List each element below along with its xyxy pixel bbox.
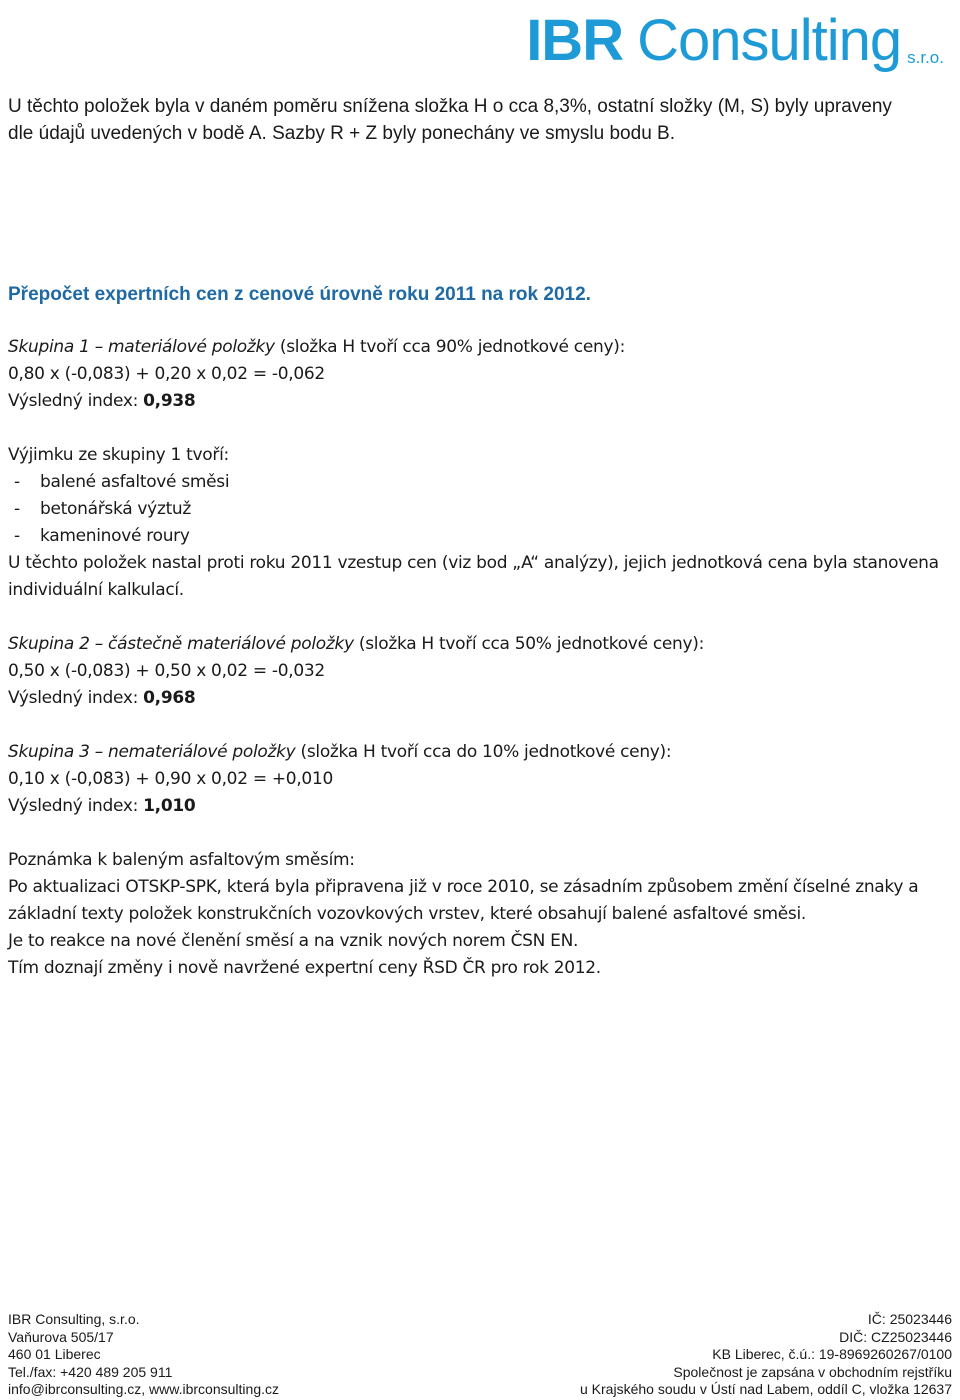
footer-phone: Tel./fax: +420 489 205 911 xyxy=(8,1363,173,1380)
group-1 xyxy=(8,334,948,415)
group-2-title: Skupina 2 – částečně materiálové položky xyxy=(8,634,354,654)
list-item-text: balené asfaltové směsi xyxy=(40,472,230,492)
group-3-index-line xyxy=(8,793,948,820)
intro-line-1: U těchto položek byla v daném poměru snížena složka H o cca 8,3%, ostatní složky (M, S) byly upraveny xyxy=(8,96,892,117)
group-2-index-label: Výsledný index: xyxy=(8,688,144,708)
footer-registration xyxy=(580,1311,952,1399)
list-dash: - xyxy=(14,472,20,492)
group-3-title-line xyxy=(8,739,948,766)
document-body xyxy=(8,334,948,982)
group-1-index-line xyxy=(8,388,948,415)
logo-bold-text: IBR xyxy=(526,8,624,73)
footer-street: Vaňurova 505/17 xyxy=(8,1328,114,1345)
group-1-formula: 0,80 x (-0,083) + 0,20 x 0,02 = -0,062 xyxy=(8,364,325,384)
group-2-desc: (složka H tvoří cca 50% jednotkové ceny): xyxy=(353,634,705,654)
company-logo xyxy=(526,2,944,73)
intro-line-2: dle údajů uvedených v bodě A. Sazby R + Z byly ponechány ve smyslu bodu B. xyxy=(8,123,675,144)
exception-list xyxy=(8,469,948,550)
note-text-1: Po aktualizaci OTSKP-SPK, která byla připravena již v roce 2010, se zásadním způsobem změní číselné znaky a základní texty položek konstrukčních vozovkových vrstev, které obsahují balené asfaltové směsi. xyxy=(8,877,919,924)
logo-suffix: s.r.o. xyxy=(907,48,944,67)
note-text-2: Je to reakce na nové členění směsí a na vznik nových norem ČSN EN. xyxy=(8,931,579,951)
footer-email-web: info@ibrconsulting.cz, www.ibrconsulting.cz xyxy=(8,1381,279,1397)
footer-dic: DIČ: CZ25023446 xyxy=(839,1328,952,1345)
intro-paragraph xyxy=(8,93,948,147)
group-3-formula: 0,10 x (-0,083) + 0,90 x 0,02 = +0,010 xyxy=(8,769,333,789)
footer-company-address xyxy=(8,1311,279,1399)
footer-ic: IČ: 25023446 xyxy=(867,1311,952,1327)
note-section xyxy=(8,847,948,982)
footer-company-name: IBR Consulting, s.r.o. xyxy=(8,1311,140,1327)
footer-city: 460 01 Liberec xyxy=(8,1346,101,1362)
group-3-title: Skupina 3 – nemateriálové položky xyxy=(8,742,296,762)
list-item-text: betonářská výztuž xyxy=(40,499,192,519)
group-2-index-line xyxy=(8,685,948,712)
group-3-index-label: Výsledný index: xyxy=(8,796,144,816)
list-dash: - xyxy=(14,499,20,519)
exception-title: Výjimku ze skupiny 1 tvoří: xyxy=(8,445,229,465)
exception-note: U těchto položek nastal proti roku 2011 vzestup cen (viz bod „A“ analýzy), jejich jednotková cena byla stanovena individuální kalkulací. xyxy=(8,553,939,600)
exception-section xyxy=(8,442,948,604)
footer-bank-account: KB Liberec, č.ú.: 19-8969260267/0100 xyxy=(712,1346,952,1362)
group-1-index-label: Výsledný index: xyxy=(8,391,144,411)
group-2 xyxy=(8,631,948,712)
group-3 xyxy=(8,739,948,820)
group-3-desc: (složka H tvoří cca do 10% jednotkové ceny): xyxy=(295,742,672,762)
group-1-index-value: 0,938 xyxy=(143,391,196,411)
list-item-text: kameninové roury xyxy=(40,526,190,546)
group-3-index-value: 1,010 xyxy=(143,796,196,816)
group-1-title-line xyxy=(8,334,948,361)
group-2-title-line xyxy=(8,631,948,658)
group-1-title: Skupina 1 – materiálové položky xyxy=(8,337,275,357)
logo-regular-text: Consulting xyxy=(637,8,902,73)
list-item xyxy=(8,469,948,496)
group-2-index-value: 0,968 xyxy=(143,688,196,708)
list-item xyxy=(8,496,948,523)
note-title: Poznámka k baleným asfaltovým směsím: xyxy=(8,850,355,870)
section-heading: Přepočet expertních cen z cenové úrovně roku 2011 na rok 2012. xyxy=(8,284,591,305)
list-dash: - xyxy=(14,526,20,546)
note-text-3: Tím doznají změny i nově navržené expertní ceny ŘSD ČR pro rok 2012. xyxy=(8,958,601,978)
footer-register-note: Společnost je zapsána v obchodním rejstříku xyxy=(673,1363,952,1380)
footer-court: u Krajského soudu v Ústí nad Labem, oddíl C, vložka 12637 xyxy=(580,1381,952,1397)
group-1-desc: (složka H tvoří cca 90% jednotkové ceny): xyxy=(274,337,626,357)
group-2-formula: 0,50 x (-0,083) + 0,50 x 0,02 = -0,032 xyxy=(8,661,325,681)
list-item xyxy=(8,523,948,550)
